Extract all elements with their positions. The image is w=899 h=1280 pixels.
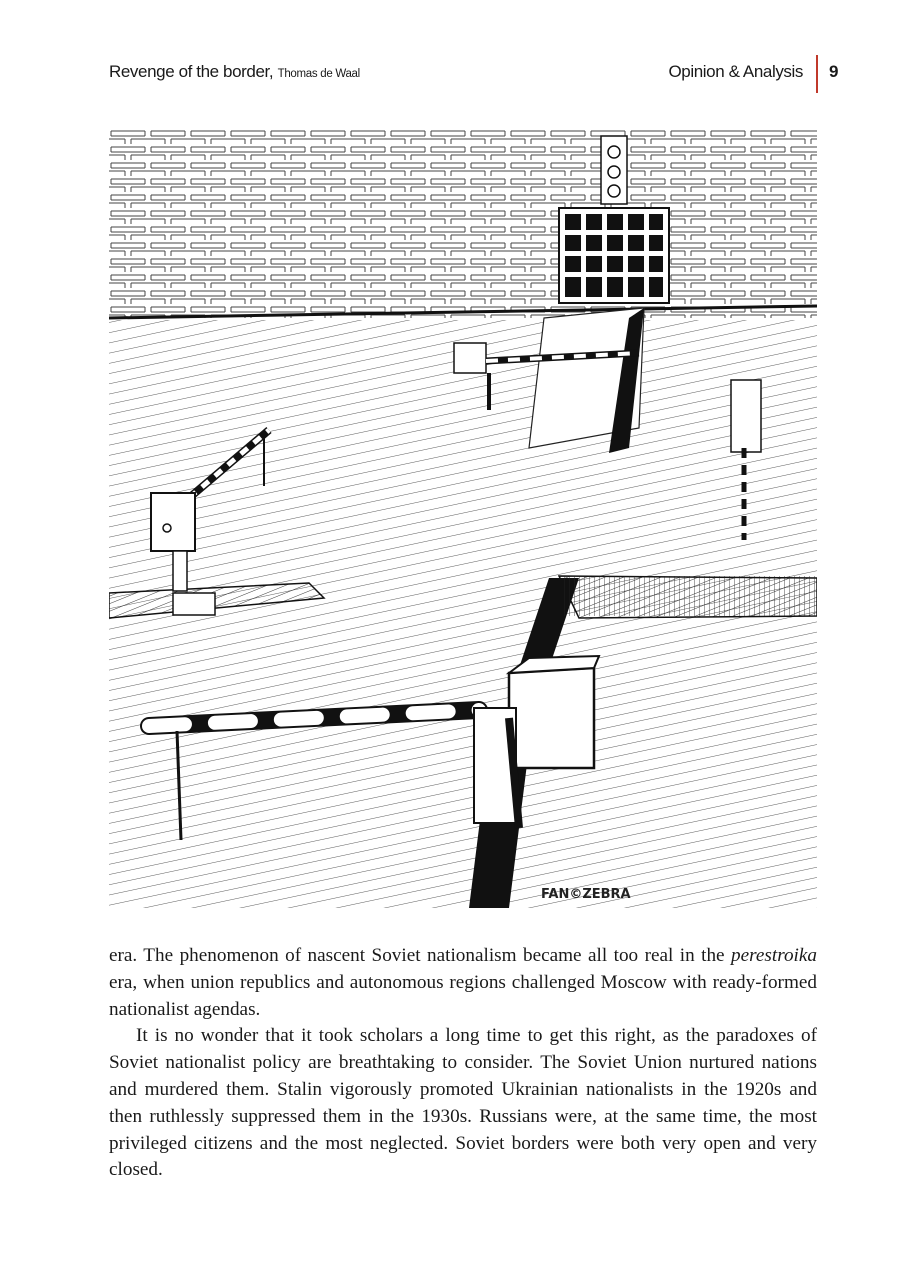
article-author: Thomas de Waal — [277, 68, 360, 80]
section-label: Opinion & Analysis — [668, 62, 803, 81]
paragraph-1: era. The phenomenon of nascent Soviet nationalism became all too real in the perestroika era, when union republics and autonomous regions challenged Moscow with ready-formed nationalist agendas. — [109, 945, 817, 1020]
artist-signature: FAN©ZEBRA — [541, 887, 631, 902]
paragraph-2: It is no wonder that it took scholars a long time to get this right, as the paradoxes of Soviet nationalist policy are breathtaking to consider. The Soviet Union nurtured nations and murdered them. Stalin vigorously promoted Ukrainian nationalists in the 1920s and then ruthlessly suppressed them in the 1930s. Russians were, at the same time, the most privileged citizens and the most neglected. Soviet borders were both very open and very closed. — [109, 1025, 817, 1181]
border-checkpoint-illustration — [109, 128, 817, 908]
article-title: Revenge of the border, — [109, 62, 274, 81]
emphasis-perestroika: perestroika — [731, 945, 817, 966]
running-header-left — [109, 62, 360, 82]
brick-wall — [109, 128, 817, 318]
article-body — [109, 943, 817, 1184]
page-number: 9 — [829, 62, 839, 81]
header-divider — [816, 55, 818, 93]
